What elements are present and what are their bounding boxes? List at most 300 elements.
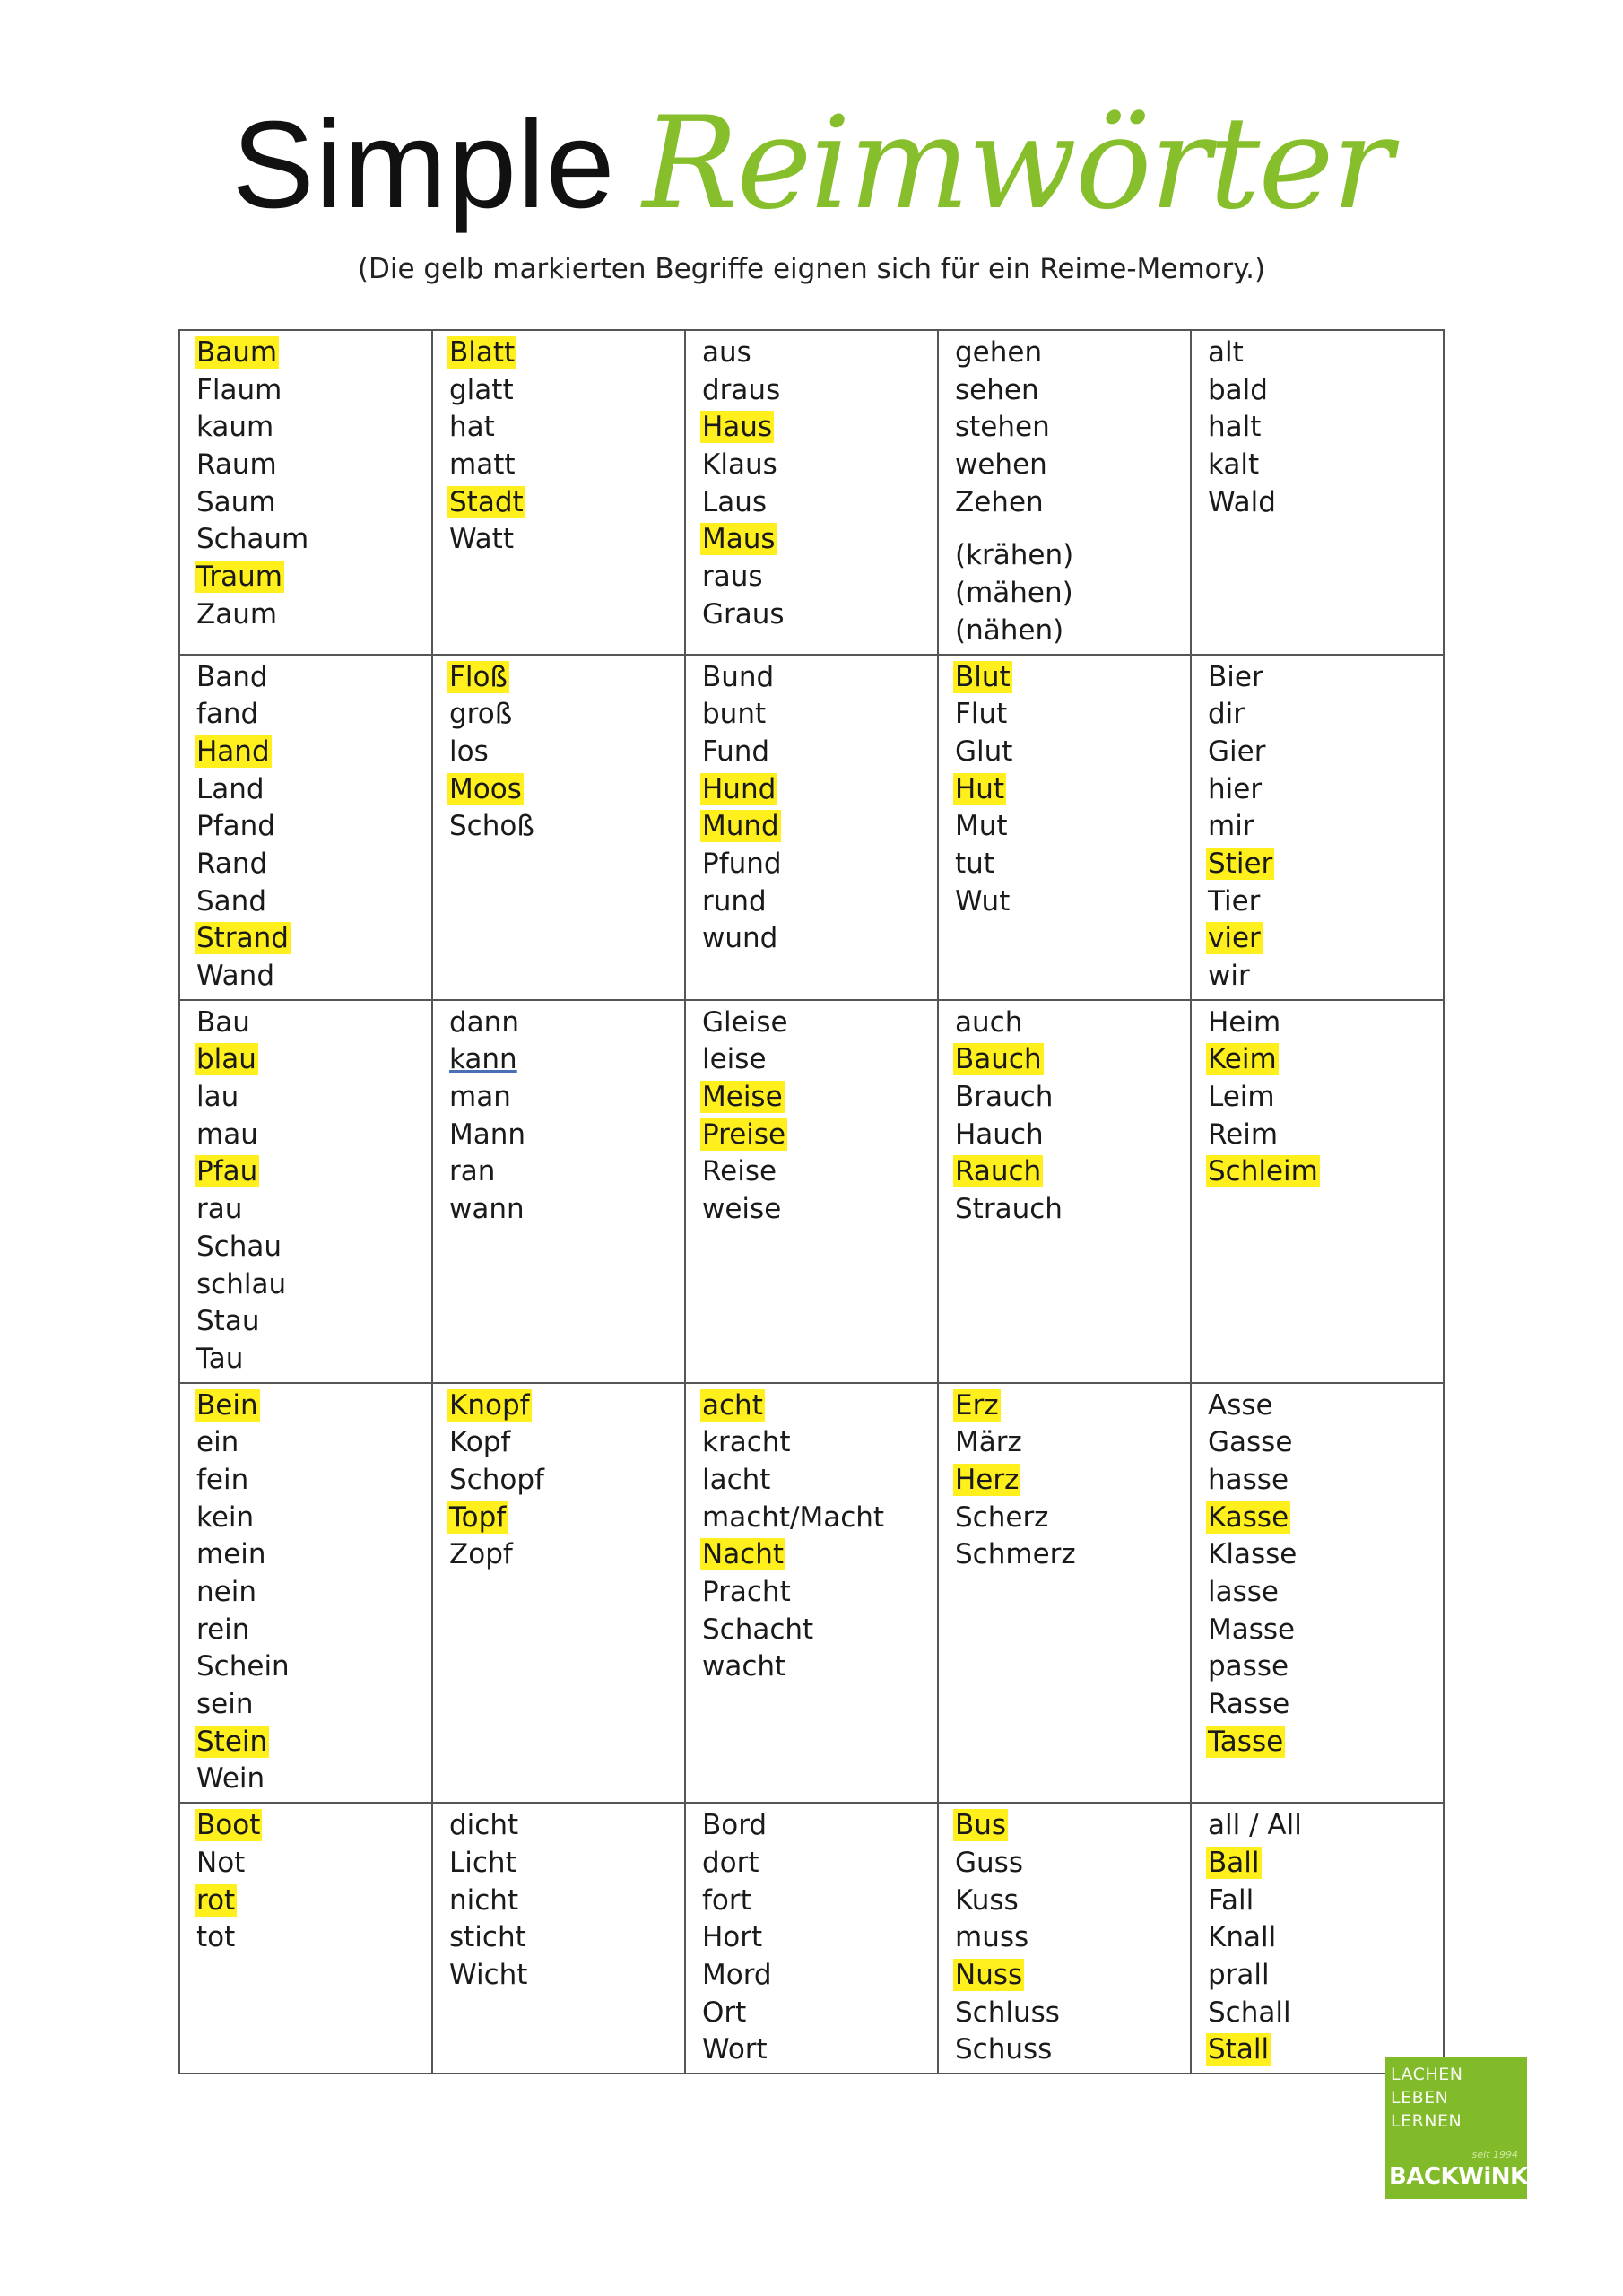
highlighted-word [195,734,424,771]
word-text: wehen [955,448,1047,482]
word-text: kaum [196,411,274,444]
word-text: Mord [702,1958,772,1991]
rhyme-word [953,484,1183,522]
word-text: nein [196,1576,256,1608]
rhyme-group-cell [179,1803,432,2074]
word-text: Gleise [702,1005,788,1039]
rhyme-word [1206,1462,1436,1500]
highlighted-word [1206,1500,1436,1537]
word-text: Keim [1208,1043,1277,1076]
word-text: Rand [196,847,268,880]
rhyme-word [195,596,424,634]
rhyme-group-cell [179,655,432,1000]
word-text: Flaum [196,373,282,406]
rhyme-group-cell [432,1000,685,1383]
word-text: Pracht [702,1576,791,1608]
logo-line-lachen: LACHEN [1391,2065,1463,2084]
word-text: Pfau [196,1155,258,1188]
rhyme-group-cell [938,1000,1191,1383]
rhyme-word [953,1995,1183,2032]
rhyme-word [447,808,677,846]
word-text: Stau [196,1305,260,1338]
logo-line-lernen: LERNEN [1391,2111,1462,2131]
word-text: Saum [196,485,276,518]
rhyme-word [700,1153,930,1191]
rhyme-word [953,1191,1183,1229]
rhyme-word [700,1957,930,1995]
word-text: Heim [1208,1005,1281,1039]
word-text: Preise [702,1118,786,1151]
rhyme-word [700,447,930,484]
rhyme-group-cell [938,1383,1191,1804]
word-text: Graus [702,597,785,631]
rhyme-word [1206,1648,1436,1686]
word-text: fand [196,698,259,731]
word-text: Traum [196,561,282,594]
word-text: vier [1208,922,1261,955]
rhyme-word [700,1919,930,1957]
rhyme-word [195,1462,424,1500]
highlighted-word [1206,1724,1436,1761]
rhyme-word [195,484,424,522]
word-text: Zehen [955,485,1044,518]
rhyme-word [1206,484,1436,522]
rhyme-word [1206,1883,1436,1920]
rhyme-word [700,2031,930,2069]
word-text: Klasse [1208,1538,1298,1571]
rhyme-word [195,1536,424,1574]
rhyme-word [195,1266,424,1304]
rhyme-word [447,1845,677,1883]
rhyme-word [195,1117,424,1154]
rhyme-word [1206,808,1436,846]
word-text: acht [702,1388,763,1422]
word-text: bald [1208,373,1268,406]
word-text: Tier [1208,884,1261,918]
word-text: Reise [702,1155,777,1188]
rhyme-word [700,1612,930,1649]
rhyme-word [195,1845,424,1883]
rhyme-group-cell [938,655,1191,1000]
highlighted-word [700,1387,930,1425]
highlighted-word [195,559,424,596]
highlighted-word [195,1041,424,1079]
rhyme-word [195,659,424,697]
rhyme-word [1206,1536,1436,1574]
rhyme-word [700,883,930,921]
word-text: dort [702,1846,759,1879]
word-text: Knopf [449,1388,530,1422]
rhyme-word [447,409,677,447]
word-text: Strand [196,922,289,955]
highlighted-word [953,1153,1183,1191]
word-text: Bauch [955,1043,1042,1076]
table-row [179,655,1444,1000]
rhyme-group-cell [938,1803,1191,2074]
rhyme-word [700,596,930,634]
table-row [179,330,1444,655]
rhyme-word [1206,335,1436,372]
word-text: Masse [1208,1613,1296,1646]
rhyme-word [953,335,1183,372]
word-text: Bier [1208,660,1263,693]
highlighted-word [700,771,930,809]
word-text: Gier [1208,735,1266,768]
word-text: tut [955,847,994,880]
word-text: Sand [196,884,266,918]
rhyme-word [700,559,930,596]
rhyme-word [447,1004,677,1042]
rhyme-group-cell [1191,655,1444,1000]
rhyme-word [447,1462,677,1500]
rhyme-word [953,409,1183,447]
word-text: wund [702,922,778,955]
rhyme-group-cell [432,1383,685,1804]
word-text: raus [702,561,763,594]
word-text: Bus [955,1809,1007,1842]
word-text: Bein [196,1388,258,1422]
rhyme-word [1206,734,1436,771]
highlighted-word [195,335,424,372]
highlighted-word [953,1957,1183,1995]
rhyme-word [447,1919,677,1957]
rhyme-word [195,372,424,410]
word-text: Schacht [702,1613,814,1646]
backwinkel-logo [1385,2057,1558,2199]
word-text: Land [196,772,265,805]
word-text: Wald [1208,485,1276,518]
word-text: Raum [196,448,277,482]
highlighted-word [447,1387,677,1425]
word-text: bunt [702,698,767,731]
rhyme-word [953,1500,1183,1537]
word-text: Schleim [1208,1155,1318,1188]
word-text: hat [449,411,495,444]
rhyme-word [447,1153,677,1191]
title-simple: Simple [231,96,616,234]
word-text: Knall [1208,1921,1277,1954]
word-text: los [449,735,489,768]
rhyme-word [700,335,930,372]
word-text: rein [196,1613,250,1646]
rhyme-word [700,1648,930,1686]
word-text: lau [196,1081,239,1114]
rhyme-word [447,1117,677,1154]
word-text: rot [196,1883,236,1917]
word-text: Bord [702,1809,768,1842]
rhyme-word [953,883,1183,921]
rhyme-word [953,1079,1183,1117]
word-text: Reim [1208,1118,1279,1151]
word-text: Hund [702,772,777,805]
rhyme-word [953,1536,1183,1574]
word-text: gehen [955,336,1043,369]
rhyme-group-cell [179,330,432,655]
logo-since: seit 1994 [1471,2149,1518,2161]
word-text: wir [1208,960,1250,992]
table-row [179,1383,1444,1804]
rhyme-word [700,696,930,734]
word-text: Stall [1208,2033,1270,2066]
highlighted-word [195,1387,424,1425]
word-text: Pfund [702,847,782,880]
rhyme-word [1206,883,1436,921]
rhyme-word [195,1500,424,1537]
rhyme-word [1206,1995,1436,2032]
word-text: Mund [702,810,779,843]
word-text: Bund [702,660,775,693]
word-text: Schmerz [955,1538,1076,1571]
word-text: weise [702,1193,782,1226]
rhyme-word [195,1303,424,1341]
word-text: Erz [955,1388,999,1422]
table-row [179,1000,1444,1383]
highlighted-word [447,659,677,697]
word-text: dir [1208,698,1245,731]
word-text: Floß [449,660,508,693]
rhyme-word [700,1462,930,1500]
word-text: Schluss [955,1996,1060,2029]
word-text: Schoß [449,810,534,843]
word-text: rau [196,1193,243,1226]
rhyme-word [195,447,424,484]
rhyme-word [195,1919,424,1957]
rhyme-word [1206,1424,1436,1462]
rhyme-word [700,1004,930,1042]
word-text: hier [1208,772,1263,805]
rhyme-word [953,613,1183,650]
word-text: Herz [955,1463,1020,1496]
rhyme-word [447,372,677,410]
word-text: passe [1208,1650,1289,1683]
word-text: stehen [955,411,1050,444]
word-text: Flut [955,698,1008,731]
rhyme-group-cell [685,1803,938,2074]
word-text: Rasse [1208,1688,1290,1721]
word-text: aus [702,336,751,369]
word-text: Scherz [955,1500,1049,1534]
word-text: Hauch [955,1118,1044,1151]
word-text: Nuss [955,1958,1023,1991]
word-text: Schopf [449,1463,544,1496]
word-text: kracht [702,1426,791,1459]
word-text: Schaum [196,523,309,556]
rhyme-word [447,1079,677,1117]
rhyme-word [1206,1807,1436,1845]
rhyme-group-cell [432,655,685,1000]
word-text: Watt [449,523,514,556]
word-text: Wand [196,960,274,992]
word-text: Stein [196,1725,268,1758]
word-text: (nähen) [955,613,1064,647]
highlighted-word [1206,1845,1436,1883]
word-text: alt [1208,336,1244,369]
rhyme-word [1206,958,1436,996]
word-text: auch [955,1005,1023,1039]
rhyme-word [195,1424,424,1462]
word-text: Nacht [702,1538,785,1571]
word-text: sein [196,1688,254,1721]
word-text: Tau [196,1342,244,1375]
rhyme-word [700,1807,930,1845]
word-text: Rauch [955,1155,1042,1188]
word-text: Ball [1208,1846,1260,1879]
rhyme-group-cell [179,1000,432,1383]
highlighted-word [700,521,930,559]
rhyme-group-cell [685,655,938,1000]
rhyme-word [700,484,930,522]
word-text: dann [449,1005,519,1039]
rhyme-word [195,1229,424,1266]
rhyme-word [953,696,1183,734]
word-text: dicht [449,1809,519,1842]
word-text: blau [196,1043,256,1076]
word-text: Mut [955,810,1008,843]
highlighted-word [953,1041,1183,1079]
word-text: Fund [702,735,770,768]
word-text: Asse [1208,1388,1273,1422]
word-text: draus [702,373,781,406]
highlighted-word [700,808,930,846]
word-text: Wort [702,2033,768,2066]
rhyme-word [447,521,677,559]
word-text: März [955,1426,1022,1459]
word-text: kalt [1208,448,1260,482]
word-text: Mann [449,1118,526,1151]
highlighted-word [195,1807,424,1845]
rhyme-word [700,920,930,958]
word-text: man [449,1081,511,1114]
rhyme-table [178,329,1445,2074]
rhyme-word [195,521,424,559]
rhyme-word [1206,696,1436,734]
highlighted-word [953,1807,1183,1845]
rhyme-word [1206,1919,1436,1957]
rhyme-group-cell [685,1000,938,1383]
word-text: Wicht [449,1958,528,1991]
word-text: Stadt [449,485,524,518]
rhyme-word [1206,1387,1436,1425]
highlighted-word [1206,846,1436,883]
rhyme-word [953,447,1183,484]
rhyme-group-cell [685,1383,938,1804]
word-text: tot [196,1921,236,1954]
rhyme-word [953,808,1183,846]
word-text: Zopf [449,1538,513,1571]
word-text: kann [449,1043,517,1076]
word-text: Maus [702,523,776,556]
highlighted-word [953,659,1183,697]
word-text: fort [702,1883,751,1917]
word-text: Brauch [955,1081,1054,1114]
word-text: Gasse [1208,1426,1293,1459]
rhyme-word [447,1807,677,1845]
rhyme-word [1206,447,1436,484]
rhyme-word [953,537,1183,575]
rhyme-group-cell [1191,1000,1444,1383]
rhyme-word [1206,1957,1436,1995]
rhyme-word [1206,1612,1436,1649]
word-text: sehen [955,373,1039,406]
rhyme-word [447,734,677,771]
highlighted-word [953,771,1183,809]
highlighted-word [1206,1041,1436,1079]
rhyme-word [195,1761,424,1798]
rhyme-word [195,958,424,996]
highlighted-word [195,1724,424,1761]
rhyme-word [700,1500,930,1537]
logo-line-leben: LEBEN [1391,2088,1449,2108]
rhyme-word [953,1424,1183,1462]
word-text: Wut [955,884,1011,918]
rhyme-word [195,1686,424,1724]
highlighted-word [195,1883,424,1920]
word-text: nicht [449,1883,519,1917]
highlighted-word [447,771,677,809]
word-text: halt [1208,411,1262,444]
highlighted-word [700,409,930,447]
word-text: Bau [196,1005,250,1039]
rhyme-word [700,659,930,697]
word-text: hasse [1208,1463,1289,1496]
rhyme-group-cell [1191,1803,1444,2074]
word-text: kein [196,1500,255,1534]
rhyme-group-cell [432,1803,685,2074]
word-text: sticht [449,1921,526,1954]
rhyme-word [953,1919,1183,1957]
highlighted-word [447,484,677,522]
rhyme-word [953,1883,1183,1920]
highlighted-word [953,1387,1183,1425]
rhyme-word [195,1341,424,1378]
highlighted-word [953,1462,1183,1500]
highlighted-word [700,1079,930,1117]
word-text: (krähen) [955,539,1074,572]
page-title [0,90,1623,238]
highlighted-word [700,1536,930,1574]
rhyme-group-cell [1191,1383,1444,1804]
rhyme-word [447,1041,677,1079]
word-text: mein [196,1538,266,1571]
word-text: fein [196,1463,249,1496]
word-text: Hort [702,1921,763,1954]
rhyme-word [447,1424,677,1462]
word-text: ran [449,1155,496,1188]
word-text: Topf [449,1500,507,1534]
word-text: glatt [449,373,514,406]
highlighted-word [1206,1153,1436,1191]
word-text: Fall [1208,1883,1254,1917]
highlighted-word [195,920,424,958]
word-text: Hut [955,772,1005,805]
rhyme-word [953,1004,1183,1042]
rhyme-word [1206,1079,1436,1117]
word-text: Band [196,660,268,693]
rhyme-group-cell [179,1383,432,1804]
rhyme-word [195,771,424,809]
word-text: Guss [955,1846,1023,1879]
word-text: Pfand [196,810,275,843]
word-text: Meise [702,1081,783,1114]
word-text: Blut [955,660,1011,693]
rhyme-word [447,1883,677,1920]
word-text: muss [955,1921,1029,1954]
rhyme-word [1206,372,1436,410]
word-text: wann [449,1193,525,1226]
highlighted-word [700,1117,930,1154]
rhyme-word [195,1648,424,1686]
rhyme-word [195,1574,424,1612]
